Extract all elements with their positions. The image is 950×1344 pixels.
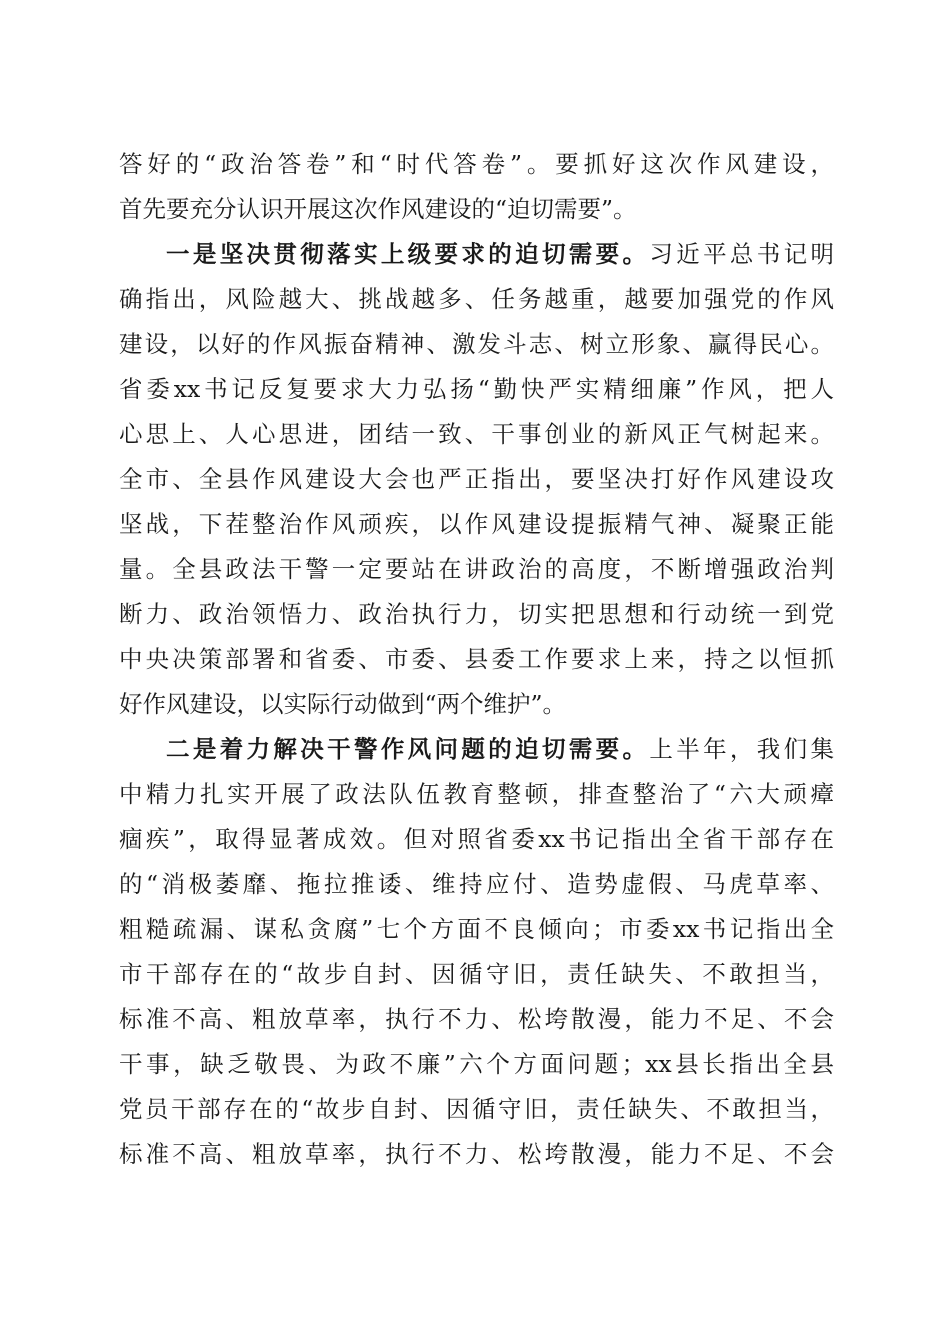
text-line: 建设，以好的作风振奋精神、激发斗志、树立形象、赢得民心。 (119, 330, 834, 358)
text-line: 心思上、人心思进，团结一致、干事创业的新风正气树起来。 (119, 420, 834, 448)
paragraph-start-line (166, 234, 834, 274)
text-line: 痼疾”，取得显著成效。但对照省委xx书记指出全省干部存在 (119, 825, 834, 853)
text-line: 中央决策部署和省委、市委、县委工作要求上来，持之以恒抓 (119, 645, 834, 673)
text-line: 断力、政治领悟力、政治执行力，切实把思想和行动统一到党 (119, 600, 834, 628)
text-line: 标准不高、粗放草率，执行不力、松垮散漫，能力不足、不会 (119, 1005, 834, 1033)
text-line: 标准不高、粗放草率，执行不力、松垮散漫，能力不足、不会 (119, 1140, 834, 1168)
text-line: 答好的“政治答卷”和“时代答卷”。要抓好这次作风建设， (119, 150, 834, 178)
text-line: 中精力扎实开展了政法队伍教育整顿，排查整治了“六大顽瘴 (119, 780, 834, 808)
paragraph-text: 习近平总书记明 (649, 240, 834, 268)
text-line: 量。全县政法干警一定要站在讲政治的高度，不断增强政治判 (119, 555, 834, 583)
text-line: 好作风建设，以实际行动做到“两个维护”。 (119, 690, 567, 718)
text-line: 全市、全县作风建设大会也严正指出，要坚决打好作风建设攻 (119, 465, 834, 493)
text-line: 干事，缺乏敬畏、为政不廉”六个方面问题；xx县长指出全县 (119, 1050, 834, 1078)
text-line: 首先要充分认识开展这次作风建设的“迫切需要”。 (119, 195, 637, 223)
paragraph-heading: 一是坚决贯彻落实上级要求的迫切需要。 (166, 240, 650, 268)
text-line: 市干部存在的“故步自封、因循守旧，责任缺失、不敢担当， (119, 960, 834, 988)
paragraph-text: 上半年，我们集 (649, 735, 834, 763)
paragraph-heading: 二是着力解决干警作风问题的迫切需要。 (166, 735, 650, 763)
text-line: 的“消极萎靡、拖拉推诿、维持应付、造势虚假、马虎草率、 (119, 870, 834, 898)
text-line: 确指出，风险越大、挑战越多、任务越重，越要加强党的作风 (119, 285, 834, 313)
text-line: 党员干部存在的“故步自封、因循守旧，责任缺失、不敢担当， (119, 1095, 834, 1123)
text-line: 粗糙疏漏、谋私贪腐”七个方面不良倾向；市委xx书记指出全 (119, 915, 834, 943)
text-line: 坚战，下茬整治作风顽疾，以作风建设提振精气神、凝聚正能 (119, 510, 834, 538)
text-line: 省委xx书记反复要求大力弘扬“勤快严实精细廉”作风，把人 (119, 375, 834, 403)
paragraph-start-line (166, 729, 834, 769)
